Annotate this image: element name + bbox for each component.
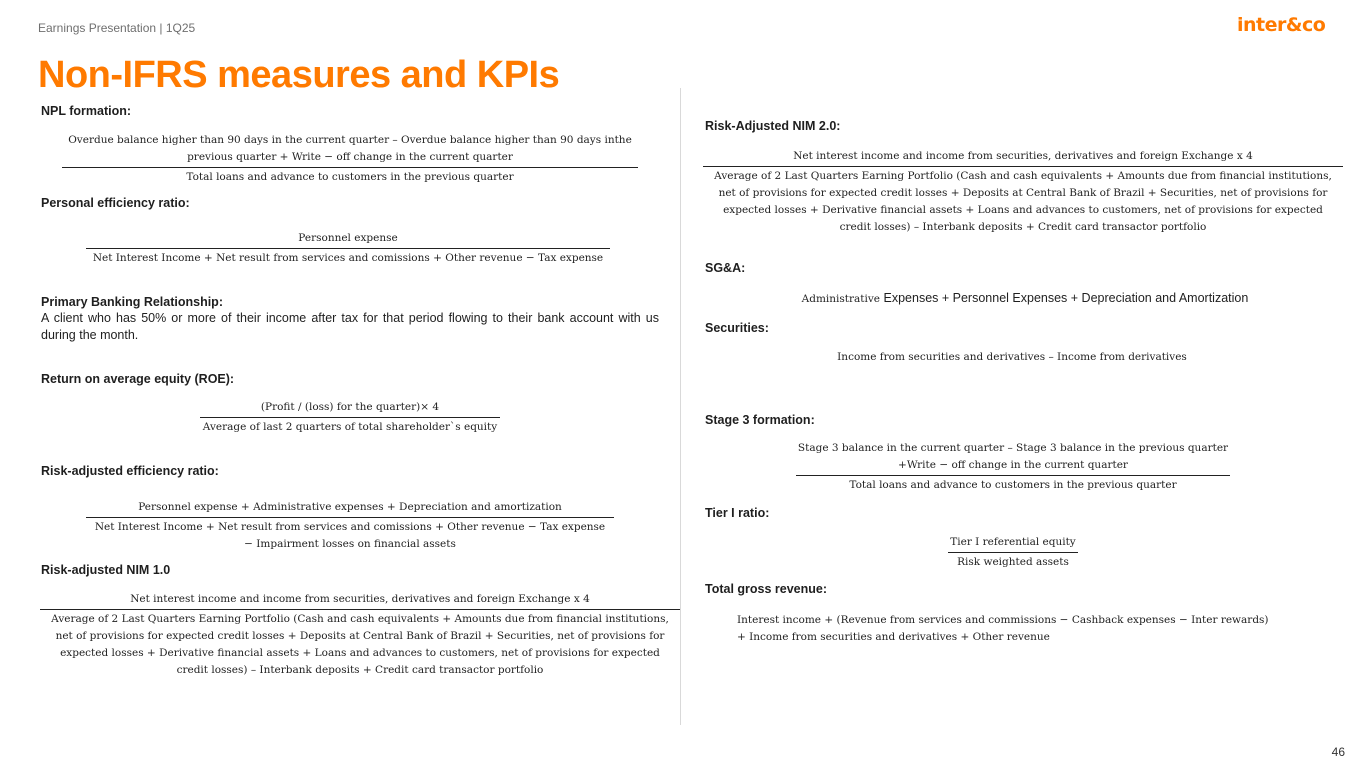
- nim1-heading: Risk-adjusted NIM 1.0: [41, 563, 171, 577]
- pbr-description: A client who has 50% or more of their income after tax for that period flowing to their bank account with us during the month.: [41, 311, 659, 342]
- gross-revenue-heading: Total gross revenue:: [705, 582, 828, 596]
- inter-co-logo: inter&co: [1237, 14, 1326, 36]
- page-number: 46: [1331, 745, 1345, 759]
- risk-efficiency-heading: Risk-adjusted efficiency ratio:: [41, 464, 219, 478]
- nim1-numerator: Net interest income and income from securities, derivatives and foreign Exchange x 4: [130, 593, 590, 605]
- npl-numerator: Overdue balance higher than 90 days in the current quarter – Overdue balance higher than 90 days inthe previous quarter + Write − off change in the current quarter: [68, 134, 632, 163]
- risk-efficiency-denominator: Net Interest Income + Net result from services and comissions + Other revenue − Tax expense − Impairment losses on financial assets: [86, 517, 614, 553]
- tier1-denominator: Risk weighted assets: [948, 552, 1078, 571]
- nim1-formula: [40, 591, 680, 679]
- npl-formula: [62, 132, 638, 186]
- presentation-label: Earnings Presentation | 1Q25: [38, 21, 196, 35]
- npl-heading: NPL formation:: [41, 104, 132, 118]
- securities-heading: Securities:: [705, 321, 769, 335]
- personal-efficiency-numerator: Personnel expense: [298, 232, 398, 244]
- stage3-denominator: Total loans and advance to customers in the previous quarter: [796, 475, 1230, 494]
- nim1-denominator: Average of 2 Last Quarters Earning Portfolio (Cash and cash equivalents + Amounts due from financial institutions, net of provisions for expected credit losses + Deposits at Central Bank of Brazil + Securities, net of provisions for expected losses + Derivative financial assets + Loans and advances to customers, net of provisions for expected credit losses) – Interbank deposits + Credit card transactor portfolio: [40, 609, 680, 679]
- npl-denominator: Total loans and advance to customers in the previous quarter: [62, 167, 638, 186]
- sga-formula: Administrative Expenses + Personnel Expenses + Depreciation and Amortization: [801, 291, 1249, 305]
- personal-efficiency-denominator: Net Interest Income + Net result from services and comissions + Other revenue − Tax expense: [86, 248, 610, 267]
- nim2-denominator: Average of 2 Last Quarters Earning Portfolio (Cash and cash equivalents + Amounts due from financial institutions, net of provisions for expected credit losses + Deposits at Central Bank of Brazil + Securities, net of provisions for expected losses + Derivative financial assets + Loans and advances to customers, net of provisions for expected credit losses) – Interbank deposits + Credit card transactor portfolio: [703, 166, 1343, 236]
- tier1-formula: [948, 534, 1078, 571]
- nim2-numerator: Net interest income and income from securities, derivatives and foreign Exchange x 4: [793, 150, 1253, 162]
- page-title: Non-IFRS measures and KPIs: [38, 54, 560, 96]
- roe-formula: [200, 399, 500, 436]
- securities-formula: Income from securities and derivatives – Income from derivatives: [837, 351, 1187, 363]
- personal-efficiency-heading: Personal efficiency ratio:: [41, 196, 190, 210]
- gross-revenue-formula: Interest income + (Revenue from services and commissions − Cashback expenses − Inter rewards) + Income from securities and derivatives + Other revenue: [737, 614, 1269, 643]
- sga-heading: SG&A:: [705, 261, 746, 275]
- personal-efficiency-formula: [86, 230, 610, 267]
- pbr-heading: Primary Banking Relationship:: [41, 295, 223, 309]
- stage3-numerator: Stage 3 balance in the current quarter – Stage 3 balance in the previous quarter +Write − off change in the current quarter: [797, 442, 1229, 471]
- tier1-numerator: Tier I referential equity: [950, 536, 1076, 548]
- stage3-formula: [796, 440, 1230, 494]
- roe-heading: Return on average equity (ROE):: [41, 372, 235, 386]
- roe-numerator: (Profit / (loss) for the quarter)× 4: [260, 401, 440, 413]
- risk-efficiency-formula: [86, 499, 614, 553]
- tier1-heading: Tier I ratio:: [705, 506, 770, 520]
- column-divider: [680, 88, 681, 725]
- nim2-heading: Risk-Adjusted NIM 2.0:: [705, 119, 841, 133]
- nim2-formula: [703, 148, 1343, 236]
- stage3-heading: Stage 3 formation:: [705, 413, 815, 427]
- roe-denominator: Average of last 2 quarters of total shareholder`s equity: [200, 417, 500, 436]
- risk-efficiency-numerator: Personnel expense + Administrative expenses + Depreciation and amortization: [138, 501, 562, 513]
